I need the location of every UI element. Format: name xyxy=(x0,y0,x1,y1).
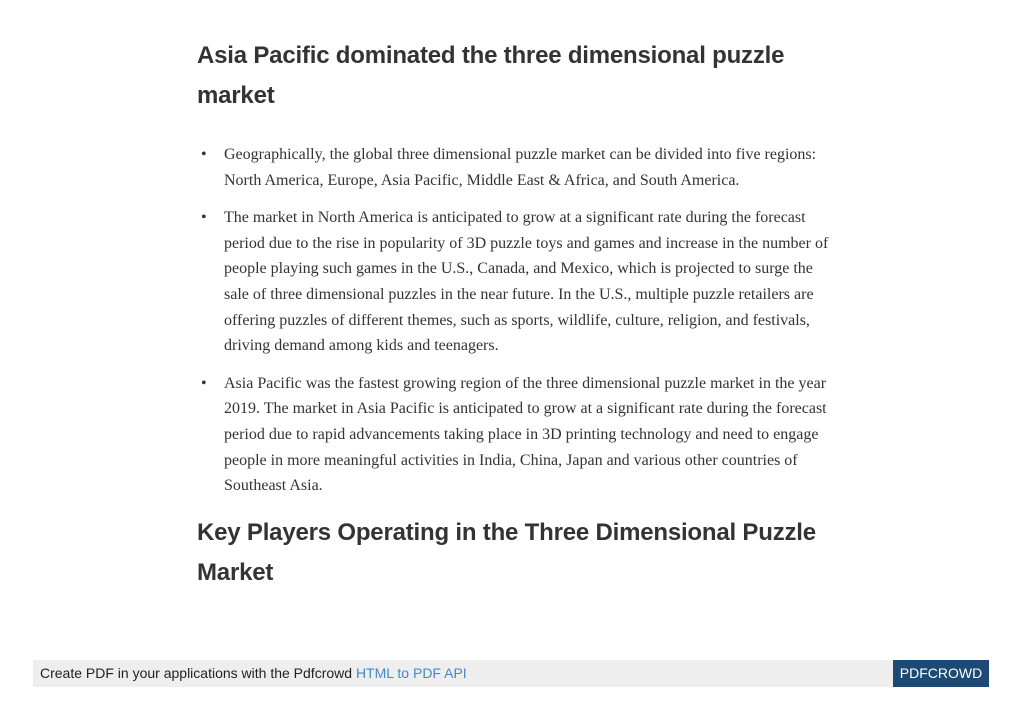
pdfcrowd-footer-bar xyxy=(33,660,989,687)
footer-caption: Create PDF in your applications with the Pdfcrowd xyxy=(40,665,356,681)
bullet-list xyxy=(197,142,837,499)
bullet-icon: • xyxy=(201,146,207,163)
html-to-pdf-api-link[interactable]: HTML to PDF API xyxy=(355,665,467,681)
section-heading-key-players: Key Players Operating in the Three Dimensional Puzzle Market xyxy=(197,518,816,586)
section-heading-asia-pacific: Asia Pacific dominated the three dimensional puzzle market xyxy=(197,42,785,109)
list-item-text: The market in North America is anticipated to grow at a significant rate during the forecast period due to the rise in popularity of 3D puzzle toys and games and increase in the number of people playing such games in the U.S., Canada, and Mexico, which is projected to surge the sale of three dimensional puzzles in the near future. In the U.S., multiple puzzle retailers are offering puzzles of different themes, such as sports, wildlife, culture, religion, and festivals, driving demand among kids and teenagers. xyxy=(224,209,829,355)
bullet-icon: • xyxy=(201,209,207,227)
pdfcrowd-badge-button[interactable]: PDFCROWD xyxy=(893,660,989,687)
footer-text xyxy=(40,665,467,682)
list-item xyxy=(197,142,837,193)
article-content xyxy=(197,36,837,593)
list-item xyxy=(197,205,837,359)
bullet-icon: • xyxy=(201,374,207,392)
list-item-text: Asia Pacific was the fastest growing region of the three dimensional puzzle market in the year 2019. The market in Asia Pacific is anticipated to grow at a significant rate during the forecast period due to rapid advancements taking place in 3D printing technology and need to engage people in more meaningful activities in India, China, Japan and various other countries of Southeast Asia. xyxy=(224,374,827,495)
list-item-text: Geographically, the global three dimensional puzzle market can be divided into five regions: North America, Europe, Asia Pacific, Middle East & Africa, and South America. xyxy=(224,146,817,189)
list-item xyxy=(197,371,837,499)
